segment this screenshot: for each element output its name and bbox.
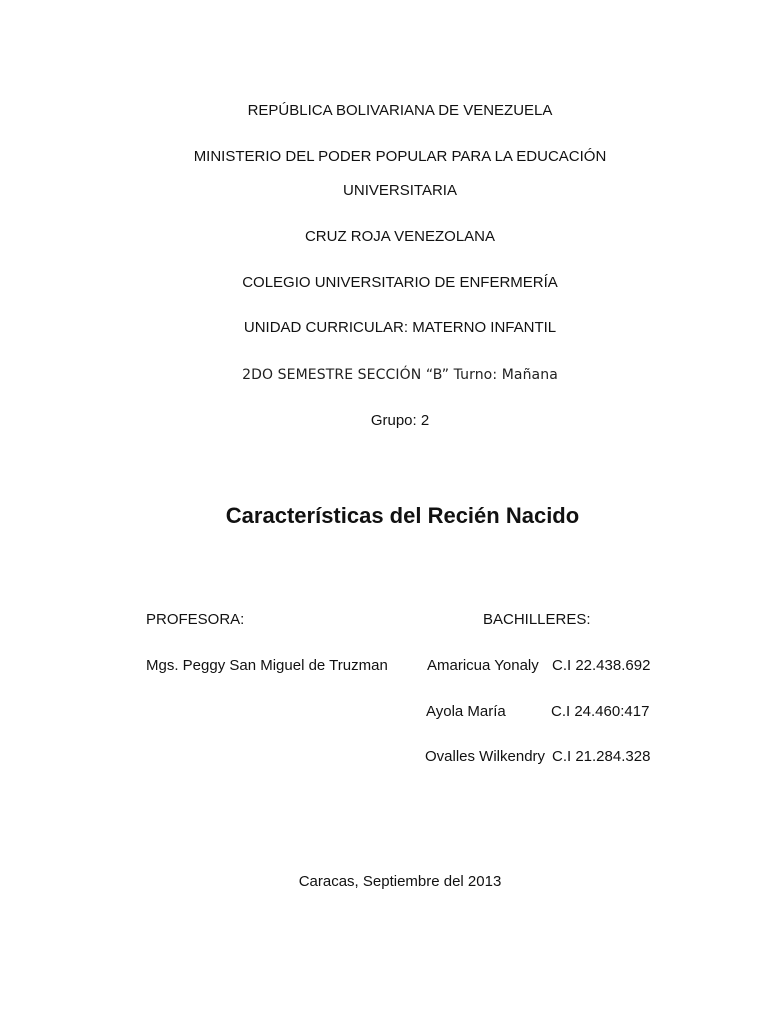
place-and-date: Caracas, Septiembre del 2013 [298,873,502,890]
student-name: Ovalles Wilkendry [425,748,546,765]
header-ministry: MINISTERIO DEL PODER POPULAR PARA LA EDUCACIÓN [193,148,607,165]
professor-name: Mgs. Peggy San Miguel de Truzman [146,657,388,674]
header-red-cross: CRUZ ROJA VENEZOLANA [304,228,496,245]
student-ci: C.I 24.460:417 [551,703,650,720]
header-group: Grupo: 2 [370,412,430,429]
header-ministry-cont: UNIVERSITARIA [343,182,457,199]
student-ci: C.I 22.438.692 [552,657,651,674]
student-ci: C.I 21.284.328 [552,748,651,765]
student-name: Amaricua Yonaly [427,657,539,674]
header-semester-section: 2DO SEMESTRE SECCIÓN “B” Turno: Mañana [242,367,558,383]
header-curricular-unit: UNIDAD CURRICULAR: MATERNO INFANTIL [243,319,557,336]
student-name: Ayola María [426,703,506,720]
professor-label: PROFESORA: [146,611,245,628]
header-republic: REPÚBLICA BOLIVARIANA DE VENEZUELA [247,102,553,119]
document-title: Características del Recién Nacido [225,503,580,528]
students-label: BACHILLERES: [483,611,591,628]
header-college: COLEGIO UNIVERSITARIO DE ENFERMERÍA [242,274,558,291]
